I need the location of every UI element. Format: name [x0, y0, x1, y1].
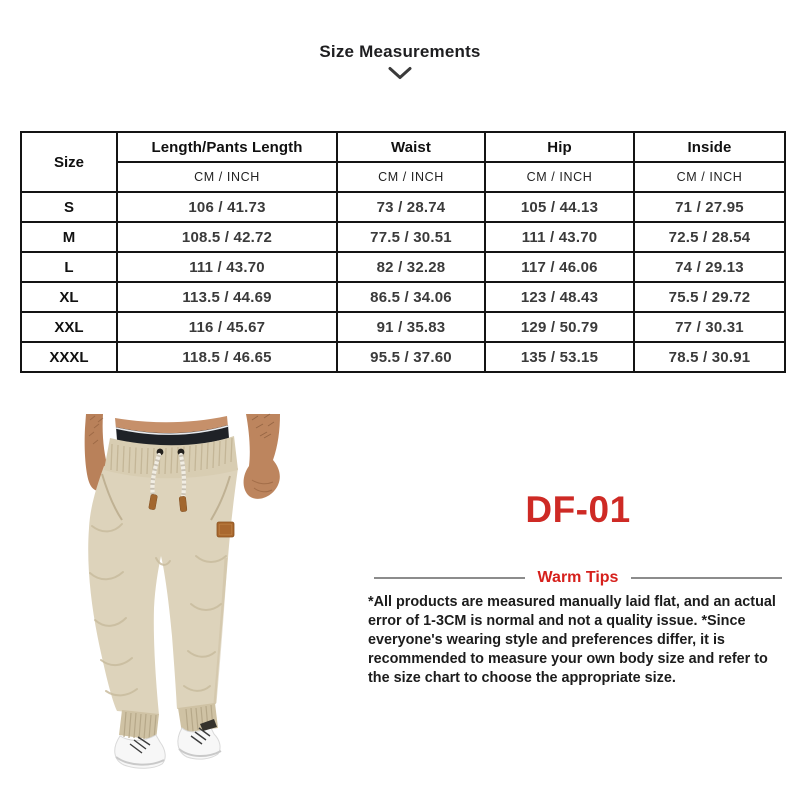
hip-value: 123 / 48.43	[485, 282, 634, 312]
hip-value: 105 / 44.13	[485, 192, 634, 222]
header-row	[21, 132, 785, 162]
hip-value: 117 / 46.06	[485, 252, 634, 282]
unit-label-hip: CM / INCH	[485, 162, 634, 192]
hip-value: 111 / 43.70	[485, 222, 634, 252]
column-header-waist: Waist	[337, 132, 485, 162]
length-value: 116 / 45.67	[117, 312, 337, 342]
hip-value: 135 / 53.15	[485, 342, 634, 372]
size-label: XXXL	[21, 342, 117, 372]
chevron-down-icon	[387, 66, 413, 81]
size-column-header: Size	[21, 132, 117, 192]
size-label: M	[21, 222, 117, 252]
aglet-right	[179, 496, 187, 512]
unit-label-inside: CM / INCH	[634, 162, 785, 192]
size-label: L	[21, 252, 117, 282]
size-label: S	[21, 192, 117, 222]
inside-value: 72.5 / 28.54	[634, 222, 785, 252]
length-value: 106 / 41.73	[117, 192, 337, 222]
product-model-code: DF-01	[525, 489, 631, 530]
size-label: XXL	[21, 312, 117, 342]
column-header-length: Length/Pants Length	[117, 132, 337, 162]
waist-value: 77.5 / 30.51	[337, 222, 485, 252]
table-row-s	[21, 192, 785, 222]
hip-value: 129 / 50.79	[485, 312, 634, 342]
length-value: 108.5 / 42.72	[117, 222, 337, 252]
waist-value: 73 / 28.74	[337, 192, 485, 222]
column-header-hip: Hip	[485, 132, 634, 162]
table-row-m	[21, 222, 785, 252]
inside-value: 75.5 / 29.72	[634, 282, 785, 312]
pants-illustration	[40, 408, 360, 798]
inside-value: 78.5 / 30.91	[634, 342, 785, 372]
waist-value: 91 / 35.83	[337, 312, 485, 342]
pants-body	[88, 466, 238, 715]
table-row-l	[21, 252, 785, 282]
size-table-container	[20, 131, 784, 373]
column-header-inside: Inside	[634, 132, 785, 162]
divider-line-left	[374, 577, 525, 579]
length-value: 113.5 / 44.69	[117, 282, 337, 312]
size-label: XL	[21, 282, 117, 312]
waist-value: 82 / 32.28	[337, 252, 485, 282]
unit-label-length: CM / INCH	[117, 162, 337, 192]
warm-tips-header	[374, 569, 782, 587]
waist-value: 95.5 / 37.60	[337, 342, 485, 372]
warm-tips-body: *All products are measured manually laid flat, and an actual error of 1-3CM is normal and not a quality issue. *Since everyone's wearing style and preferences differ, it is recommended to measure your own body size and refer to the size chart to choose the appropriate size.	[368, 594, 776, 686]
table-row-xl	[21, 282, 785, 312]
divider-line-right	[631, 577, 782, 579]
model-right-arm	[244, 414, 280, 499]
inside-value: 74 / 29.13	[634, 252, 785, 282]
table-row-xxl	[21, 312, 785, 342]
warm-tips-heading: Warm Tips	[537, 569, 619, 586]
table-row-xxxl	[21, 342, 785, 372]
inside-value: 77 / 30.31	[634, 312, 785, 342]
page-title: Size Measurements	[319, 42, 481, 61]
product-photo	[40, 408, 360, 798]
length-value: 111 / 43.70	[117, 252, 337, 282]
waist-value: 86.5 / 34.06	[337, 282, 485, 312]
units-row	[21, 162, 785, 192]
unit-label-waist: CM / INCH	[337, 162, 485, 192]
inside-value: 71 / 27.95	[634, 192, 785, 222]
length-value: 118.5 / 46.65	[117, 342, 337, 372]
size-table	[20, 131, 786, 373]
logo-patch	[217, 522, 234, 537]
